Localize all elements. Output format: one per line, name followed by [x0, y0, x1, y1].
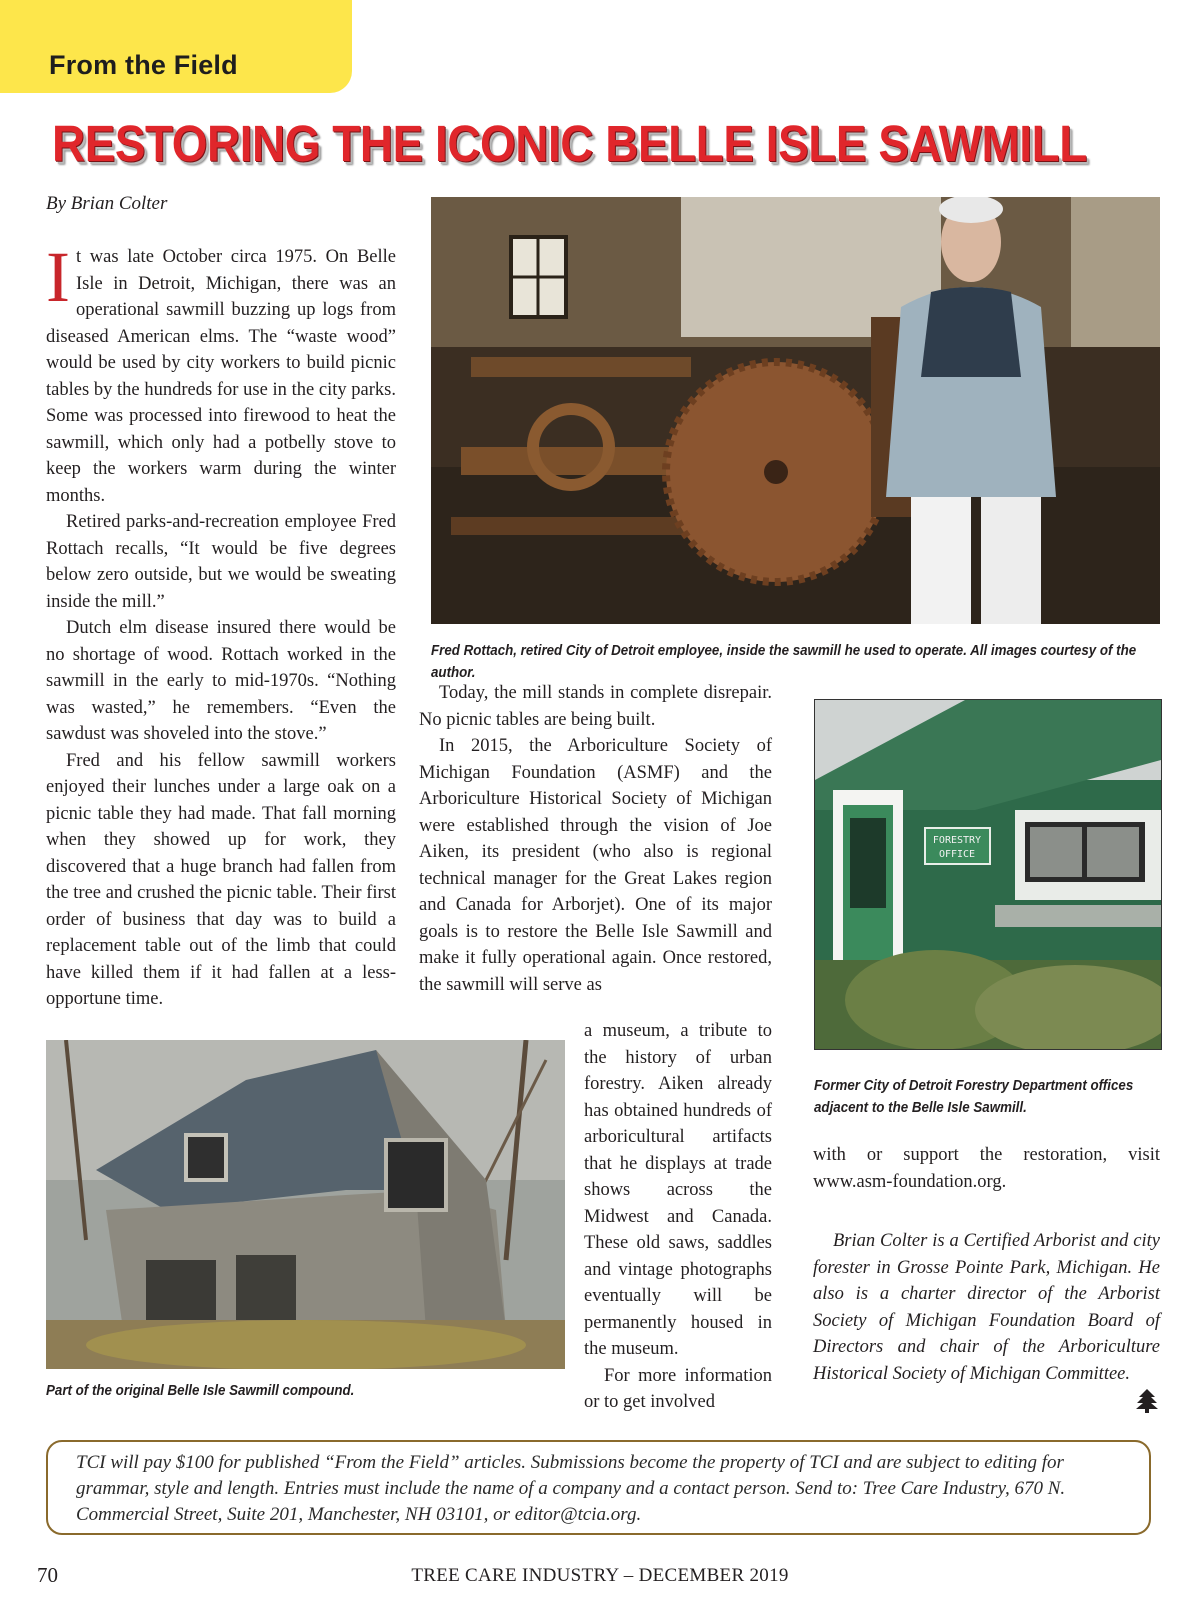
dropcap: I — [46, 237, 70, 317]
article-column-2 — [419, 680, 772, 998]
byline: By Brian Colter — [46, 193, 168, 214]
paragraph: For more information or to get involved — [584, 1365, 772, 1412]
tree-end-mark-icon — [1134, 1388, 1160, 1414]
article-column-3 — [813, 1142, 1160, 1195]
sawmill-compound-photo — [46, 1040, 565, 1369]
sawmill-photo-caption: Fred Rottach, retired City of Detroit employee, inside the sawmill he used to operate. All images courtesy of the author. — [431, 643, 1137, 681]
sign-line-1: FORESTRY — [932, 835, 982, 846]
sawmill-interior-photo — [431, 197, 1160, 624]
paragraph: Retired parks-and-recreation employee Fred Rottach recalls, “It would be five degrees below zero outside, but we would be sweating inside the mill.” — [46, 512, 396, 612]
sign-line-2: OFFICE — [938, 849, 976, 860]
article-column-1 — [46, 237, 396, 1013]
paragraph: Dutch elm disease insured there would be no shortage of wood. Rottach worked in the sawmill in the early to mid-1970s. “Nothing was wasted,” he remembers. “Even the sawdust was shoveled into the stove.” — [46, 618, 396, 744]
section-label: From the Field — [49, 50, 238, 80]
paragraph: Fred and his fellow sawmill workers enjoyed their lunches under a large oak on a picnic table they had made. That fall morning when they showed up for work, they discovered that a huge branch had fallen from the tree and crushed the picnic table. Their first order of business that day was to build a replacement table out of the limb that could have killed them if it had fallen at a less-opportune time. — [46, 750, 396, 1009]
submission-note-text: TCI will pay $100 for published “From the Field” articles. Submissions become the property of TCI and are subject to editing for grammar, style and length. Entries must include the name of a company and a contact person. Send to: Tree Care Industry, 670 N. Commercial Street, Suite 201, Manchester, NH 03101, or editor@tcia.org. — [76, 1452, 1066, 1525]
paragraph: Today, the mill stands in complete disrepair. No picnic tables are being built. — [419, 683, 772, 730]
paragraph: In 2015, the Arboriculture Society of Michigan Foundation (ASMF) and the Arboriculture Historical Society of Michigan were established through the vision of Joe Aiken, its president (who also is regional technical manager for the Great Lakes region and Canada for Arborjet). One of its major goals is to restore the Belle Isle Sawmill and make it fully operational again. Once restored, the sawmill will serve as — [419, 736, 772, 995]
forestry-office-photo — [814, 699, 1162, 1050]
article-headline: RESTORING THE ICONIC BELLE ISLE SAWMILL — [52, 115, 1087, 172]
article-column-2-continued — [584, 1018, 772, 1416]
submission-note-box — [46, 1440, 1151, 1535]
office-photo-caption: Former City of Detroit Forestry Department offices adjacent to the Belle Isle Sawmill. — [814, 1078, 1134, 1116]
publication-footer: TREE CARE INDUSTRY – DECEMBER 2019 — [411, 1565, 789, 1586]
author-bio: Brian Colter is a Certified Arborist and city forester in Grosse Pointe Park, Michigan. He also is a charter director of the Arborist Society of Michigan Foundation Board of Directors and chair of the Arboriculture Historical Society of Michigan Committee. — [813, 1231, 1160, 1384]
paragraph-text: t was late October circa 1975. On Belle Isle in Detroit, Michigan, there was an operational sawmill buzzing up logs from diseased American elms. The “waste wood” would be used by city workers to build picnic tables by the hundreds for use in the city parks. Some was processed into firewood to heat the sawmill, which only had a potbelly stove to keep the workers warm during the winter months. — [46, 247, 396, 506]
paragraph: with or support the restoration, visit www.asm-foundation.org. — [813, 1145, 1160, 1192]
paragraph: a museum, a tribute to the history of urban forestry. Aiken already has obtained hundreds of arboricultural artifacts that he displays at trade shows across the Midwest and Canada. These old saws, saddles and vintage photographs eventually will be permanently housed in the museum. — [584, 1021, 772, 1359]
paragraph — [46, 237, 396, 509]
page-number: 70 — [37, 1563, 58, 1587]
barn-photo-caption: Part of the original Belle Isle Sawmill compound. — [46, 1383, 355, 1399]
